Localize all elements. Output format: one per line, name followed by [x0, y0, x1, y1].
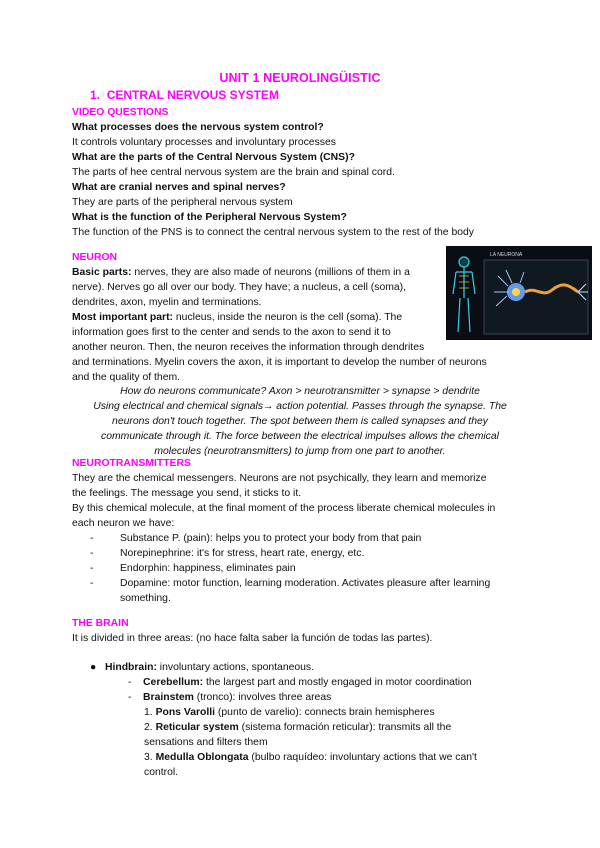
- brainstem-text: (tronco): involves three areas: [193, 692, 332, 703]
- brain-heading: THE BRAIN: [72, 618, 129, 629]
- neurotransmitters-heading: NEUROTRANSMITTERS: [72, 458, 191, 469]
- brainstem-subitems: [128, 705, 510, 780]
- brain-intro: It is divided in three areas: (no hace falta saber la función de todas las partes).: [72, 633, 433, 644]
- neurotransmitter-list: [72, 531, 542, 606]
- list-item: 2. Reticular system (sistema formación reticular): transmits all the: [144, 722, 452, 733]
- question: What processes does the nervous system control?: [72, 122, 324, 133]
- cerebellum-label: Cerebellum:: [143, 677, 204, 688]
- important-part-text: information goes first to the center and sends to the axon to send it to: [72, 327, 391, 338]
- section-heading-cns: [90, 88, 279, 103]
- neurotransmitters-text: They are the chemical messengers. Neurons are not psychically, they learn and memorize: [72, 473, 487, 484]
- figure-label: LA NEURONA: [490, 252, 523, 258]
- neurotransmitters-block: [72, 456, 542, 606]
- hindbrain-text: involuntary actions, spontaneous.: [156, 662, 315, 673]
- list-item: - Endorphin: happiness, eliminates pain: [72, 561, 542, 576]
- neurotransmitters-text: the feelings. The message you send, it sticks to it.: [72, 488, 302, 499]
- document-title: UNIT 1 NEUROLINGÜISTIC: [219, 71, 381, 85]
- basic-parts-text: dendrites, axon, myelin and terminations.: [72, 297, 262, 308]
- list-item-continuation: control.: [144, 767, 179, 778]
- italic-line: Using electrical and chemical signals→ action potential. Passes through the synapse. The: [93, 401, 507, 412]
- basic-parts-text: nerve). Nerves go all over our body. They have; a nucleus, a cell (soma),: [72, 282, 407, 293]
- brainstem-label: Brainstem: [143, 692, 194, 703]
- section-title: CENTRAL NERVOUS SYSTEM: [106, 88, 279, 102]
- important-part-text: another neuron. Then, the neuron receives the information through dendrites: [72, 342, 425, 353]
- italic-line: molecules (neurotransmitters) to jump from one part to another.: [154, 446, 446, 457]
- answer: The function of the PNS is to connect the central nervous system to the rest of the body: [72, 227, 474, 238]
- basic-parts-text: nerves, they are also made of neurons (millions of them in a: [131, 267, 410, 278]
- list-item: - Dopamine: motor function, learning moderation. Activates pleasure after learning something.: [72, 576, 542, 606]
- dash-marker: -: [128, 677, 132, 688]
- hindbrain-label: Hindbrain:: [104, 662, 157, 673]
- cerebellum-text: the largest part and mostly engaged in motor coordination: [203, 677, 472, 688]
- neuron-heading: NEURON: [72, 252, 118, 263]
- neuron-image: [446, 246, 592, 340]
- bullet-icon: ●: [90, 662, 97, 673]
- list-item: - Norepinephrine: it's for stress, heart rate, energy, etc.: [72, 546, 542, 561]
- neurotransmitters-text: each neuron we have:: [72, 518, 175, 529]
- important-part-text: and the quality of them.: [72, 372, 181, 383]
- video-questions-heading: VIDEO QUESTIONS: [72, 107, 169, 118]
- list-item: 3. Medulla Oblongata (bulbo raquídeo: involuntary actions that we can't: [144, 752, 477, 763]
- neuron-illustration: [446, 246, 592, 340]
- italic-line: communicate through it. The force between the electrical impulses allows the chemical: [101, 431, 499, 442]
- important-part-text: nucleus, inside the neuron is the cell (soma). The: [173, 312, 403, 323]
- answer: It controls voluntary processes and involuntary processes: [72, 137, 336, 148]
- question: What are cranial nerves and spinal nerves?: [72, 182, 286, 193]
- dash-marker: -: [128, 692, 132, 703]
- neurotransmitters-text: By this chemical molecule, at the final moment of the process liberate chemical molecules in: [72, 503, 496, 514]
- answer: They are parts of the peripheral nervous system: [72, 197, 293, 208]
- neuron-communication-note: [60, 384, 540, 459]
- video-questions-block: [72, 105, 502, 240]
- brain-block: [72, 616, 552, 646]
- important-part-label: Most important part:: [72, 312, 174, 323]
- basic-parts-label: Basic parts:: [72, 267, 132, 278]
- answer: The parts of hee central nervous system are the brain and spinal cord.: [72, 167, 395, 178]
- question: What is the function of the Peripheral Nervous System?: [72, 212, 347, 223]
- list-item: - Substance P. (pain): helps you to protect your body from that pain: [72, 531, 542, 546]
- question: What are the parts of the Central Nervous System (CNS)?: [72, 152, 355, 163]
- section-number: 1.: [90, 88, 101, 102]
- italic-line: How do neurons communicate? Axon > neurotransmitter > synapse > dendrite: [120, 386, 480, 397]
- list-item-continuation: sensations and filters them: [144, 737, 268, 748]
- hindbrain-block: [90, 660, 510, 780]
- important-part-text: and terminations. Myelin covers the axon, it is important to develop the number of neurons: [72, 357, 487, 368]
- list-item: 1. Pons Varolli (punto de varelio): connects brain hemispheres: [144, 707, 435, 718]
- italic-line: neurons don't touch together. The spot between them is called synapses and they: [112, 416, 488, 427]
